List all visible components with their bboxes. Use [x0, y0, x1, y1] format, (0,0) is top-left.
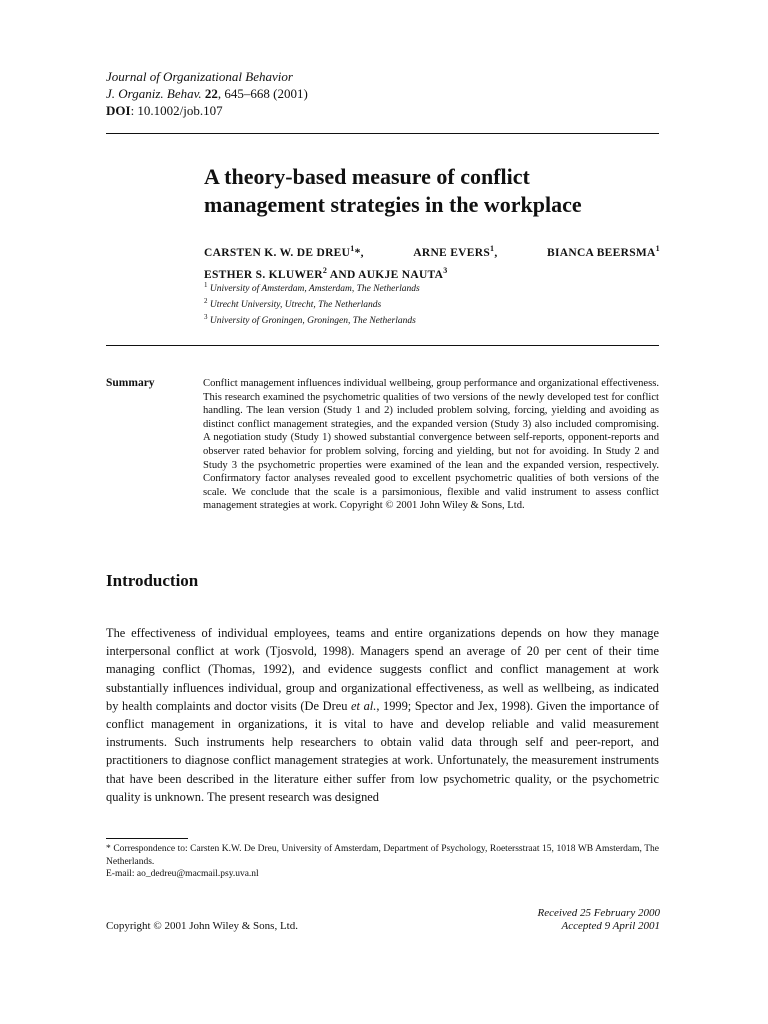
- journal-header: [106, 68, 308, 119]
- footnote-rule: [106, 838, 188, 839]
- doi-label: DOI: [106, 103, 131, 118]
- author-line-1: [204, 240, 660, 262]
- copyright-notice: Copyright © 2001 John Wiley & Sons, Ltd.: [106, 920, 298, 932]
- received-date: Received 25 February 2000: [537, 907, 660, 919]
- journal-name: Journal of Organizational Behavior: [106, 69, 293, 84]
- correspondence-footnote: [106, 843, 659, 881]
- section-heading-introduction: Introduction: [106, 571, 199, 590]
- journal-pages-year: , 645–668 (2001): [217, 86, 308, 101]
- author: AUKJE NAUTA$^3$: [358, 265, 448, 281]
- footnote-text: Correspondence to: Carsten K.W. De Dreu, University of Amsterdam, Department of Psychology, Roetersstraat 15, 1018 WB Amsterdam, The Netherlands.: [106, 844, 660, 867]
- summary-text: Conflict management influences individual wellbeing, group performance and organizational effectiveness. This research examined the psychometric qualities of two versions of the newly developed test for conflict handling. The lean version (Study 1 and 2) included problem solving, forcing, yielding and avoiding as distinct conflict management strategies, and the expanded version (Study 3) also included compromising. A negotiation study (Study 1) showed substantial convergence between self-reports, opponent-reports and observer rated behavior for problem solving, forcing and yielding, but not for avoiding. In Study 2 and Study 3 the psychometric properties were examined of the lean and the expanded version, respectively. Confirmatory factor analyses revealed good to excellent psychometric qualities of both versions of the scale. We conclude that the scale is a parsimonious, flexible and valid instrument to assess conflict management strategies at work. Copyright © 2001 John Wiley & Sons, Ltd.: [203, 378, 659, 512]
- author: ARNE EVERS$^1$,: [413, 244, 498, 259]
- affiliation: $^3$ University of Groningen, Groningen, The Netherlands: [204, 313, 416, 327]
- received-dates: [440, 907, 660, 933]
- article-title: [204, 163, 664, 219]
- author: BIANCA BEERSMA$^1$: [546, 244, 660, 259]
- title-line: management strategies in the workplace: [204, 192, 582, 217]
- footnote-email: E-mail: ao_dedreu@macmail.psy.uva.nl: [106, 869, 259, 879]
- affiliation: $^2$ Utrecht University, Utrecht, The Netherlands: [204, 297, 382, 311]
- affiliations: [204, 279, 420, 327]
- introduction-paragraph: The effectiveness of individual employees, teams and entire organizations depends on how they manage interpersonal conflict at work (Tjosvold, 1998). Managers spend an average of 20 per cent of their time managing conflict (Thomas, 1992), and evidence suggests conflict and conflict management at work substantially influences individual, group and organizational effectiveness, as well as wellbeing, as indicated by health complaints and doctor visits (De Dreu et al., 1999; Spector and Jex, 1998). Given the importance of conflict management in organizations, it is vital to have and develop reliable and valid measurement instruments. Such instruments help researchers to obtain valid data through self and peer-report, and practitioners to diagnose conflict management strategies at work. Unfortunately, the measurement instruments that have been described in the literature either suffer from low psychometric quality, or the psychometric quality is unknown. The present research was designed: [106, 626, 659, 804]
- journal-doi: [106, 102, 308, 119]
- author: CARSTEN K. W. DE DREU$^1$*,: [204, 244, 364, 259]
- doi-value: : 10.1002/job.107: [130, 103, 223, 118]
- affiliation: $^1$ University of Amsterdam, Amsterdam, The Netherlands: [204, 281, 420, 295]
- abstract-rule: [106, 345, 659, 346]
- summary-label: Summary: [106, 377, 155, 389]
- journal-volume: 22: [204, 86, 218, 101]
- journal-citation: [106, 85, 308, 102]
- footnote-marker: *: [106, 844, 111, 854]
- title-line: A theory-based measure of conflict: [204, 164, 530, 189]
- author: ESTHER S. KLUWER$^2$ AND: [204, 265, 356, 281]
- header-rule: [106, 133, 659, 134]
- accepted-date: Accepted 9 April 2001: [561, 920, 660, 932]
- author-list: [204, 240, 660, 284]
- journal-abbrev: J. Organiz. Behav.: [106, 86, 202, 101]
